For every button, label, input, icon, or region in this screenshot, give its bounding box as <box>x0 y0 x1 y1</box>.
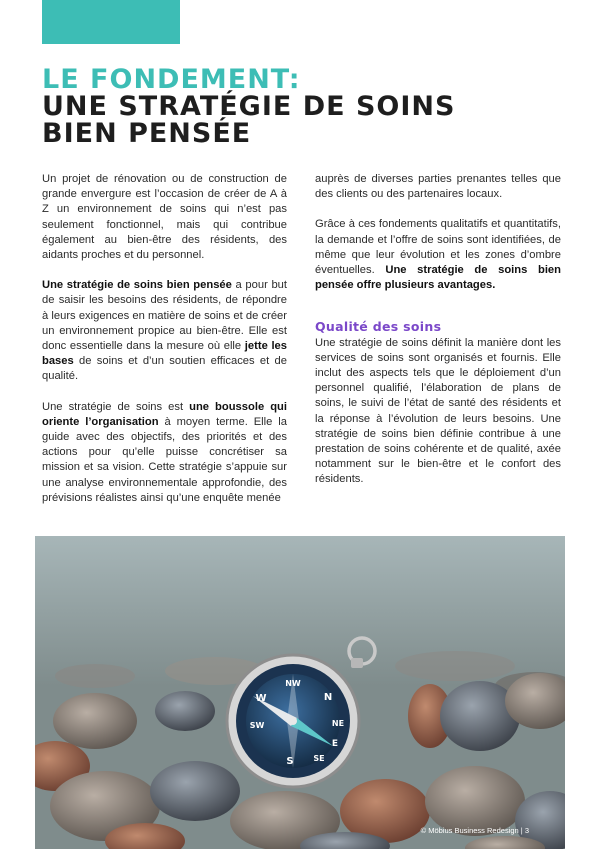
top-accent-bar <box>42 0 180 44</box>
bold-phrase: Une stratégie de soins bien pensée offre plusieurs avantages. <box>315 264 561 292</box>
text-span: Grâce à ces fondements qualitatifs et quantitatifs, la demande et l’offre de soins sont identifiées, de même que leur évolution et les zones d’ombre éventuelles. <box>315 218 561 277</box>
title-line-3: BIEN PENSÉE <box>42 118 252 149</box>
left-column <box>42 172 287 521</box>
bold-phrase: jette les bases <box>42 340 287 368</box>
section-subheading: Qualité des soins <box>315 319 442 335</box>
compass-mark: SE <box>313 754 325 763</box>
text-span: Une stratégie de soins est <box>42 400 190 413</box>
compass-on-pebbles-illustration <box>35 536 565 849</box>
left-paragraph-1: Un projet de rénovation ou de construction de grande envergure est l’occasion de créer de A à Z un environnement de soins qui n’est pas seulement fonctionnel, mais qui contribue également au bien-être des résidents, des aidants proches et du personnel. <box>42 173 287 262</box>
compass-mark: S <box>286 756 294 767</box>
footer-credit: © Möbius Business Redesign | 3 <box>420 826 529 835</box>
right-paragraph-3: Une stratégie de soins définit la manière dont les services de soins sont organisés et fournis. Elle inclut des aspects tels que le déploiement d’un personnel qualifié, l’élaboration de plans de soins, le suivi de l’état de santé des résidents et la réponse à l’évolution de leurs besoins. Une stratégie de soins bien définie contribue à une prestation de soins cohérente et de qualité, axée notamment sur le bien-être et le confort des résidents. <box>315 336 561 486</box>
title-line-2: UNE STRATÉGIE DE SOINS <box>42 91 456 122</box>
compass-mark: NE <box>331 719 345 728</box>
text-span: à moyen terme. Elle la guide avec des objectifs, des priorités et des actions pour qu’elle puisse concrétiser sa mission et sa vision. Cette stratégie s’appuie sur une analyse environnementale approfondie, des prévisions réalistes ainsi qu’une enquête menée <box>42 415 287 504</box>
right-paragraph-1: auprès de diverses parties prenantes telles que des clients ou des partenaires locaux. <box>315 173 561 201</box>
left-paragraph-2 <box>42 278 287 384</box>
right-column <box>315 172 561 503</box>
text-span: a pour but de saisir les besoins des résidents, de répondre à leurs exigences en matière de soins et de créer un environnement propice au bien-être. Elle est donc essentielle dans la mesure où elle <box>42 279 287 353</box>
text-span: de soins et d’un soutien efficaces et de qualité. <box>42 355 287 383</box>
compass-mark: NW <box>285 679 301 688</box>
bold-phrase: une boussole qui oriente l’organisation <box>42 400 287 428</box>
compass-mark: W <box>255 693 267 704</box>
compass-mark: SW <box>249 721 265 730</box>
bold-phrase: Une stratégie de soins bien pensée <box>42 279 232 292</box>
right-paragraph-2 <box>315 217 561 293</box>
compass-mark: E <box>331 739 339 749</box>
page-title <box>42 66 562 147</box>
compass-photo <box>35 536 565 849</box>
compass-mark: N <box>323 692 333 703</box>
left-paragraph-3 <box>42 400 287 506</box>
title-line-1: LE FONDEMENT: <box>42 64 301 95</box>
